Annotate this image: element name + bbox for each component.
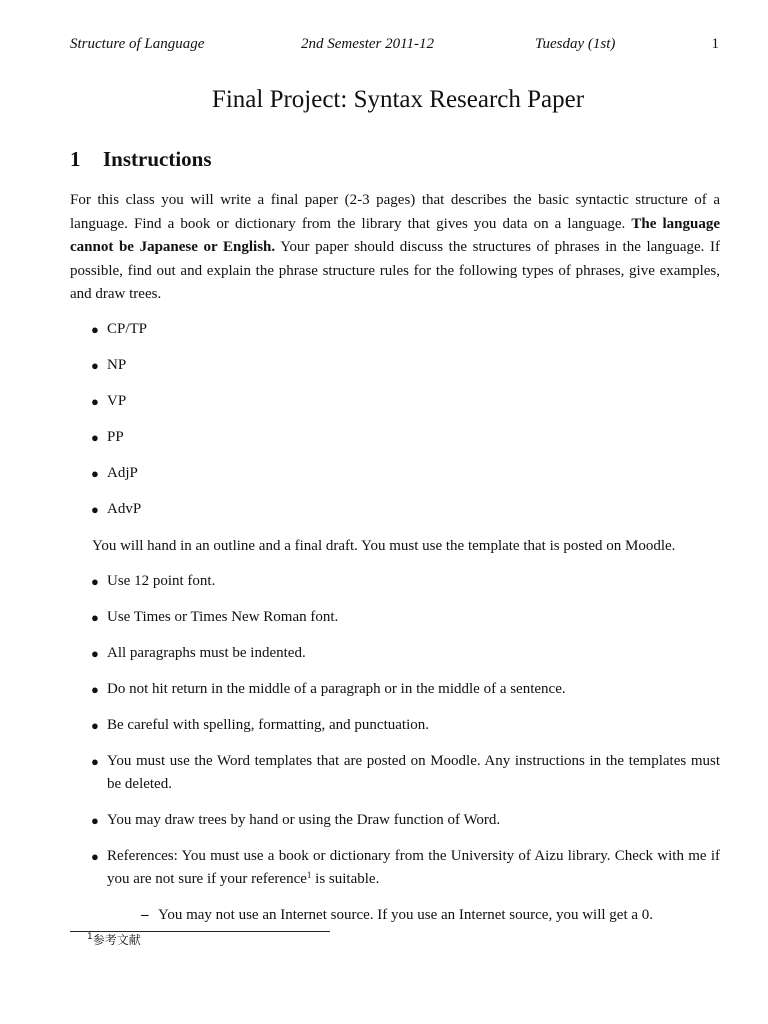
document-page [70,0,720,1024]
list-item-text: All paragraphs must be indented. [107,645,306,661]
list-item [70,570,720,593]
phrase-type-list [70,318,720,534]
list-item [70,390,720,426]
dash-bullet-icon: – [141,907,149,923]
list-item [70,809,720,832]
list-item-text: Do not hit return in the middle of a paragraph or in the middle of a sentence. [107,681,566,697]
header-semester: 2nd Semester 2011-12 [301,36,435,52]
bullet-icon: ● [91,322,99,337]
bullet-icon: ● [91,718,99,733]
list-item [70,750,720,796]
references-text: References: You must use a book or dictionary from the University of Aizu library. Check with me if you are not sure if your reference [107,848,720,887]
document-title: Final Project: Syntax Research Paper [211,86,585,113]
bullet-icon: ● [91,610,99,625]
bullet-icon: ● [91,430,99,445]
intro-text-2: Your paper should discuss the structures of phrases in the language. If possible, find out and explain the phrase structure rules for the following types of phrases, give examples, and draw trees. [70,239,720,302]
intro-bold-text: The language cannot be Japanese or English. [70,215,720,255]
bullet-icon: ● [91,849,99,864]
intro-paragraph [70,189,720,307]
list-item-text: VP [107,393,127,409]
list-item [70,606,720,629]
intro-text-1: For this class you will write a final paper (2-3 pages) that describes the basic syntactic structure of a language. Find a book or dictionary from the library that gives you data on a language. [70,192,720,232]
bullet-icon: ● [91,682,99,697]
list-item [70,354,720,390]
running-header [70,33,720,53]
list-item [70,498,720,534]
sub-list-item-text: You may not use an Internet source. If you use an Internet source, you will get a 0. [158,907,654,923]
list-item-text: AdvP [107,501,142,517]
list-item-text: Use 12 point font. [107,573,216,589]
list-item-text: CP/TP [107,321,148,337]
bullet-icon: ● [91,574,99,589]
bullet-icon: ● [91,754,99,769]
footnote [87,931,141,949]
list-item [70,462,720,498]
section-title: Instructions [103,147,212,171]
list-item [70,678,720,701]
list-item-text: You may draw trees by hand or using the Draw function of Word. [107,812,501,828]
list-item-text: Use Times or Times New Roman font. [107,609,339,625]
header-day: Tuesday (1st) [535,36,616,52]
list-item-text: AdjP [107,465,138,481]
formatting-rules-list [70,570,720,904]
references-text-end: is suitable. [311,871,380,887]
bullet-icon: ● [91,466,99,481]
sub-list-item [141,904,653,927]
header-course: Structure of Language [70,36,205,52]
footnote-marker: 1 [306,870,312,880]
list-item [70,642,720,665]
footnote-number: 1 [87,932,93,942]
bullet-icon: ● [91,646,99,661]
outline-paragraph: You will hand in an outline and a final draft. You must use the template that is posted on Moodle. [92,538,676,554]
section-heading [70,146,212,172]
header-page-number: 1 [711,36,719,52]
footnote-text: 参考文献 [92,933,141,947]
list-item [70,318,720,354]
bullet-icon: ● [91,813,99,828]
references-item [70,845,720,891]
list-item-text: Be careful with spelling, formatting, and punctuation. [107,717,430,733]
list-item-text: You must use the Word templates that are posted on Moodle. Any instructions in the templates must be deleted. [107,753,720,792]
section-number: 1 [70,147,81,171]
bullet-icon: ● [91,394,99,409]
bullet-icon: ● [91,502,99,517]
list-item-text: NP [107,357,127,373]
list-item-text: PP [107,429,124,445]
list-item [70,714,720,737]
list-item [70,426,720,462]
bullet-icon: ● [91,358,99,373]
